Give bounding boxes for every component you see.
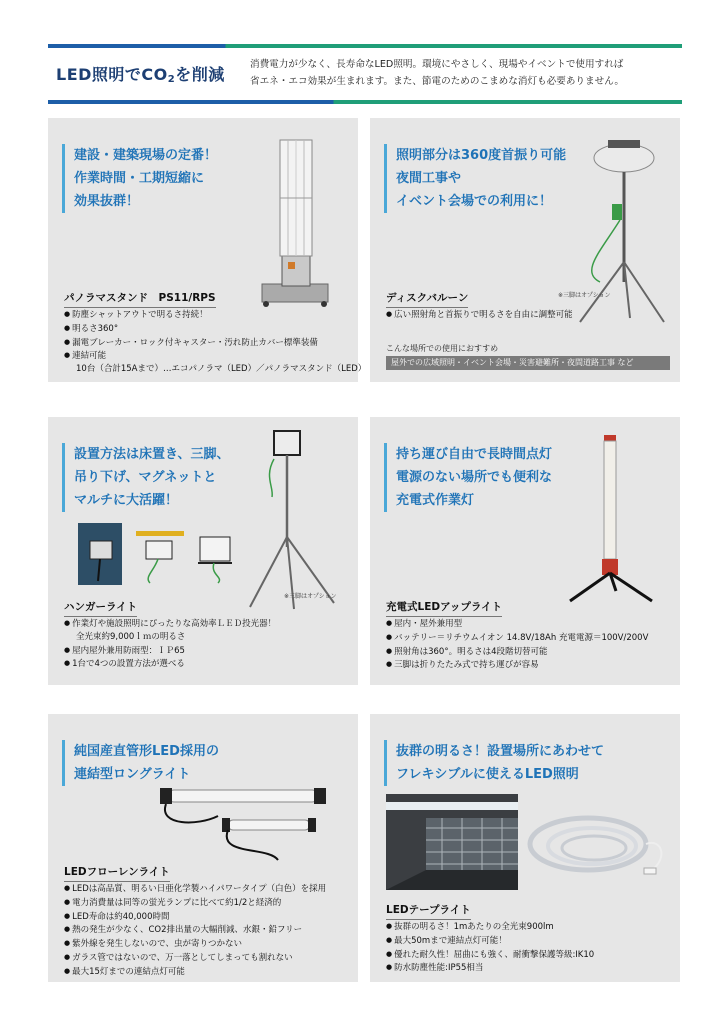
feature-item: ● 電力消費量は同等の蛍光ランプに比べて約1/2と経済的 bbox=[64, 896, 326, 910]
feature-item: ● 作業灯や施設照明にぴったりな高効率ＬＥＤ投光器！ bbox=[64, 617, 276, 631]
hanger-light-photo-hanging bbox=[134, 527, 186, 585]
feature-item: ● バッテリー＝リチウムイオン 14.8V/18Ah 充電電源＝100V/200V bbox=[386, 631, 648, 645]
card-headline: 抜群の明るさ！設置場所にあわせて フレキシブルに使えるLED照明 bbox=[384, 740, 604, 786]
feature-item: ● 優れた耐久性！屈曲にも強く、耐衝撃保護等級:IK10 bbox=[386, 948, 594, 962]
recommended-label: こんな場所での使用におすすめ bbox=[386, 344, 499, 353]
hanger-light-photo-floor bbox=[194, 527, 236, 583]
product-card-floren-light bbox=[48, 714, 358, 982]
feature-item: ● 最大15灯までの連結点灯可能 bbox=[64, 965, 326, 979]
header-desc-line: 消費電力が少なく、長寿命なLED照明。環境にやさしく、現場やイベントで使用すれば bbox=[250, 59, 624, 70]
feature-list bbox=[64, 308, 366, 376]
product-name: 充電式LEDアップライト bbox=[386, 599, 502, 617]
feature-item: ● 漏電ブレーカー・ロック付キャスター・汚れ防止カバー標準装備 bbox=[64, 336, 366, 350]
feature-item: ● 照射角は360°。明るさは4段階切替可能 bbox=[386, 645, 648, 659]
header-description bbox=[250, 56, 680, 90]
feature-list bbox=[64, 882, 326, 979]
feature-item: ● 紫外線を発生しないので、虫が寄りつかない bbox=[64, 937, 326, 951]
product-name: ハンガーライト bbox=[64, 599, 137, 617]
card-headline: 建設・建築現場の定番！ 作業時間・工期短縮に 効果抜群！ bbox=[62, 144, 217, 213]
card-headline: 設置方法は床置き、三脚、 吊り下げ、マグネットと マルチに大活躍！ bbox=[62, 443, 229, 512]
feature-item: ● 広い照射角と首振りで明るさを自由に調整可能 bbox=[386, 308, 573, 322]
feature-list bbox=[64, 617, 276, 671]
feature-item: 全光束約9,000ｌｍの明るさ bbox=[76, 631, 186, 642]
feature-item: ● 連結可能 bbox=[64, 349, 366, 363]
tape-light-installation-photo bbox=[386, 794, 518, 890]
option-note: ※三脚はオプション bbox=[284, 593, 337, 600]
feature-item: ● LEDは高品質、明るい日亜化学製ハイパワータイプ（白色）を採用 bbox=[64, 882, 326, 896]
product-card-panorama-stand bbox=[48, 118, 367, 382]
feature-item: ● LED寿命は約40,000時間 bbox=[64, 910, 326, 924]
card-headline: 持ち運び自由で長時間点灯 電源のない場所でも便利な 充電式作業灯 bbox=[384, 443, 552, 512]
header-desc-line: 省エネ・エコ効果が生まれます。また、節電のためのこまめな消灯も必要ありません。 bbox=[250, 76, 624, 87]
feature-item: ● 最大50mまで連結点灯可能！ bbox=[386, 934, 594, 948]
header-rule-bottom bbox=[48, 100, 682, 104]
feature-item: ● 熱の発生が少なく、CO2排出量の大幅削減、水銀・鉛フリー bbox=[64, 923, 326, 937]
product-card-hanger-light bbox=[48, 417, 358, 685]
feature-item: ● 1台で4つの設置方法が選べる bbox=[64, 657, 276, 671]
panorama-stand-image bbox=[258, 134, 338, 309]
disk-balloon-image bbox=[560, 132, 672, 332]
feature-list bbox=[386, 617, 648, 672]
hanger-light-photo-magnet bbox=[78, 523, 122, 585]
feature-item: ● 屋内・屋外兼用型 bbox=[386, 617, 648, 631]
feature-list bbox=[386, 308, 573, 322]
feature-item: ● 明るさ360° bbox=[64, 322, 366, 336]
product-name: LEDテープライト bbox=[386, 902, 471, 920]
product-card-tape-light bbox=[370, 714, 680, 982]
floren-light-image bbox=[158, 776, 348, 866]
card-headline: 照明部分は360度首振り可能 夜間工事や イベント会場での利用に！ bbox=[384, 144, 566, 213]
feature-item: ● 屋内屋外兼用防雨型：ＩＰ65 bbox=[64, 644, 276, 658]
tape-light-product-image bbox=[522, 798, 672, 888]
rechargeable-uplight-image bbox=[566, 435, 656, 605]
feature-item: ● 防水防塵性能:IP55相当 bbox=[386, 961, 594, 975]
feature-item: ● 防塵シャットアウトで明るさ持続！ bbox=[64, 308, 366, 322]
product-name: パノラマスタンド PS11/RPS bbox=[64, 290, 216, 308]
feature-item: 10台（合計15Aまで）…エコパノラマ（LED）／パノラマスタンド（LED） bbox=[76, 364, 367, 375]
option-note: ※三脚はオプション bbox=[558, 292, 611, 299]
card-headline: 純国産直管形LED採用の 連結型ロングライト bbox=[62, 740, 219, 786]
product-card-rechargeable-uplight bbox=[370, 417, 680, 685]
page-title: LED照明で$CO_2$を削減 bbox=[56, 65, 225, 85]
product-name: LEDフローレンライト bbox=[64, 864, 170, 882]
feature-item: ● 三脚は折りたたみ式で持ち運びが容易 bbox=[386, 658, 648, 672]
feature-list bbox=[386, 920, 594, 975]
recommended-places: 屋外での広域照明・イベント会場・災害避難所・夜間道路工事 など bbox=[386, 356, 670, 370]
feature-item: ● 抜群の明るさ！1mあたりの全光束900lm bbox=[386, 920, 594, 934]
header-rule-top bbox=[48, 44, 682, 48]
feature-item: ● ガラス管ではないので、万一落としてしまっても割れない bbox=[64, 951, 326, 965]
product-name: ディスクバルーン bbox=[386, 290, 468, 308]
product-card-disk-balloon bbox=[370, 118, 680, 382]
hanger-light-tripod-image bbox=[244, 427, 344, 613]
